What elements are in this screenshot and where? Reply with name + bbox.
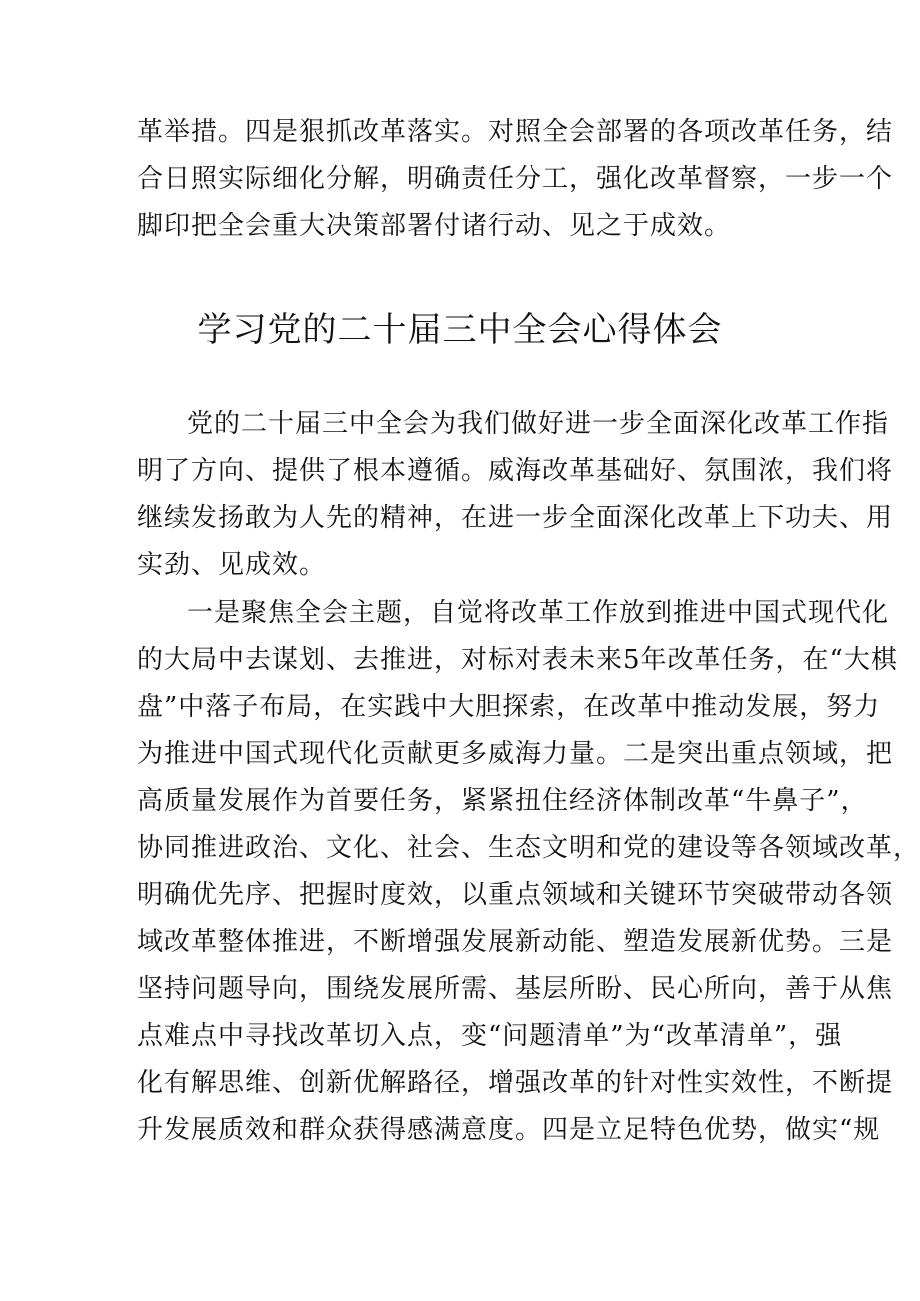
paragraph-line: 域改革整体推进，不断增强发展新动能、塑造发展新优势。三是 <box>137 927 894 957</box>
paragraph-line: 升发展质效和群众获得感满意度。四是立足特色优势，做实“规 <box>137 1115 881 1145</box>
paragraph-line: 坚持问题导向，围绕发展所需、基层所盼、民心所向，善于从焦 <box>137 974 894 1004</box>
paragraph-line: 协同推进政治、文化、社会、生态文明和党的建设等各领域改革， <box>137 833 920 863</box>
prev-paragraph-line: 脚印把全会重大决策部署付诸行动、见之于成效。 <box>137 211 732 241</box>
paragraph-line: 为推进中国式现代化贡献更多威海力量。二是突出重点领域，把 <box>137 739 894 769</box>
paragraph-line: 高质量发展作为首要任务，紧紧扭住经济体制改革“牛鼻子”， <box>137 786 868 816</box>
paragraph-line: 实劲、见成效。 <box>137 550 327 580</box>
paragraph-line: 的大局中去谋划、去推进，对标对表未来5年改革任务，在“大棋 <box>137 645 898 675</box>
paragraph-line: 盘”中落子布局，在实践中大胆探索，在改革中推动发展，努力 <box>137 692 881 722</box>
prev-paragraph-line: 合日照实际细化分解，明确责任分工，强化改革督察，一步一个 <box>137 164 894 194</box>
paragraph-line: 继续发扬敢为人先的精神，在进一步全面深化改革上下功夫、用 <box>137 503 894 533</box>
prev-paragraph-line: 革举措。四是狠抓改革落实。对照全会部署的各项改革任务，结 <box>137 117 894 147</box>
paragraph-line: 化有解思维、创新优解路径，增强改革的针对性实效性，不断提 <box>137 1068 894 1098</box>
article-title: 学习党的二十届三中全会心得体会 <box>197 310 723 350</box>
paragraph-line: 一是聚焦全会主题，自觉将改革工作放到推进中国式现代化 <box>187 598 890 628</box>
paragraph-line: 点难点中寻找改革切入点，变“问题清单”为“改革清单”，强 <box>137 1021 843 1051</box>
paragraph-line: 党的二十届三中全会为我们做好进一步全面深化改革工作指 <box>187 409 890 439</box>
paragraph-line: 明了方向、提供了根本遵循。威海改革基础好、氛围浓，我们将 <box>137 456 894 486</box>
paragraph-line: 明确优先序、把握时度效，以重点领域和关键环节突破带动各领 <box>137 880 894 910</box>
